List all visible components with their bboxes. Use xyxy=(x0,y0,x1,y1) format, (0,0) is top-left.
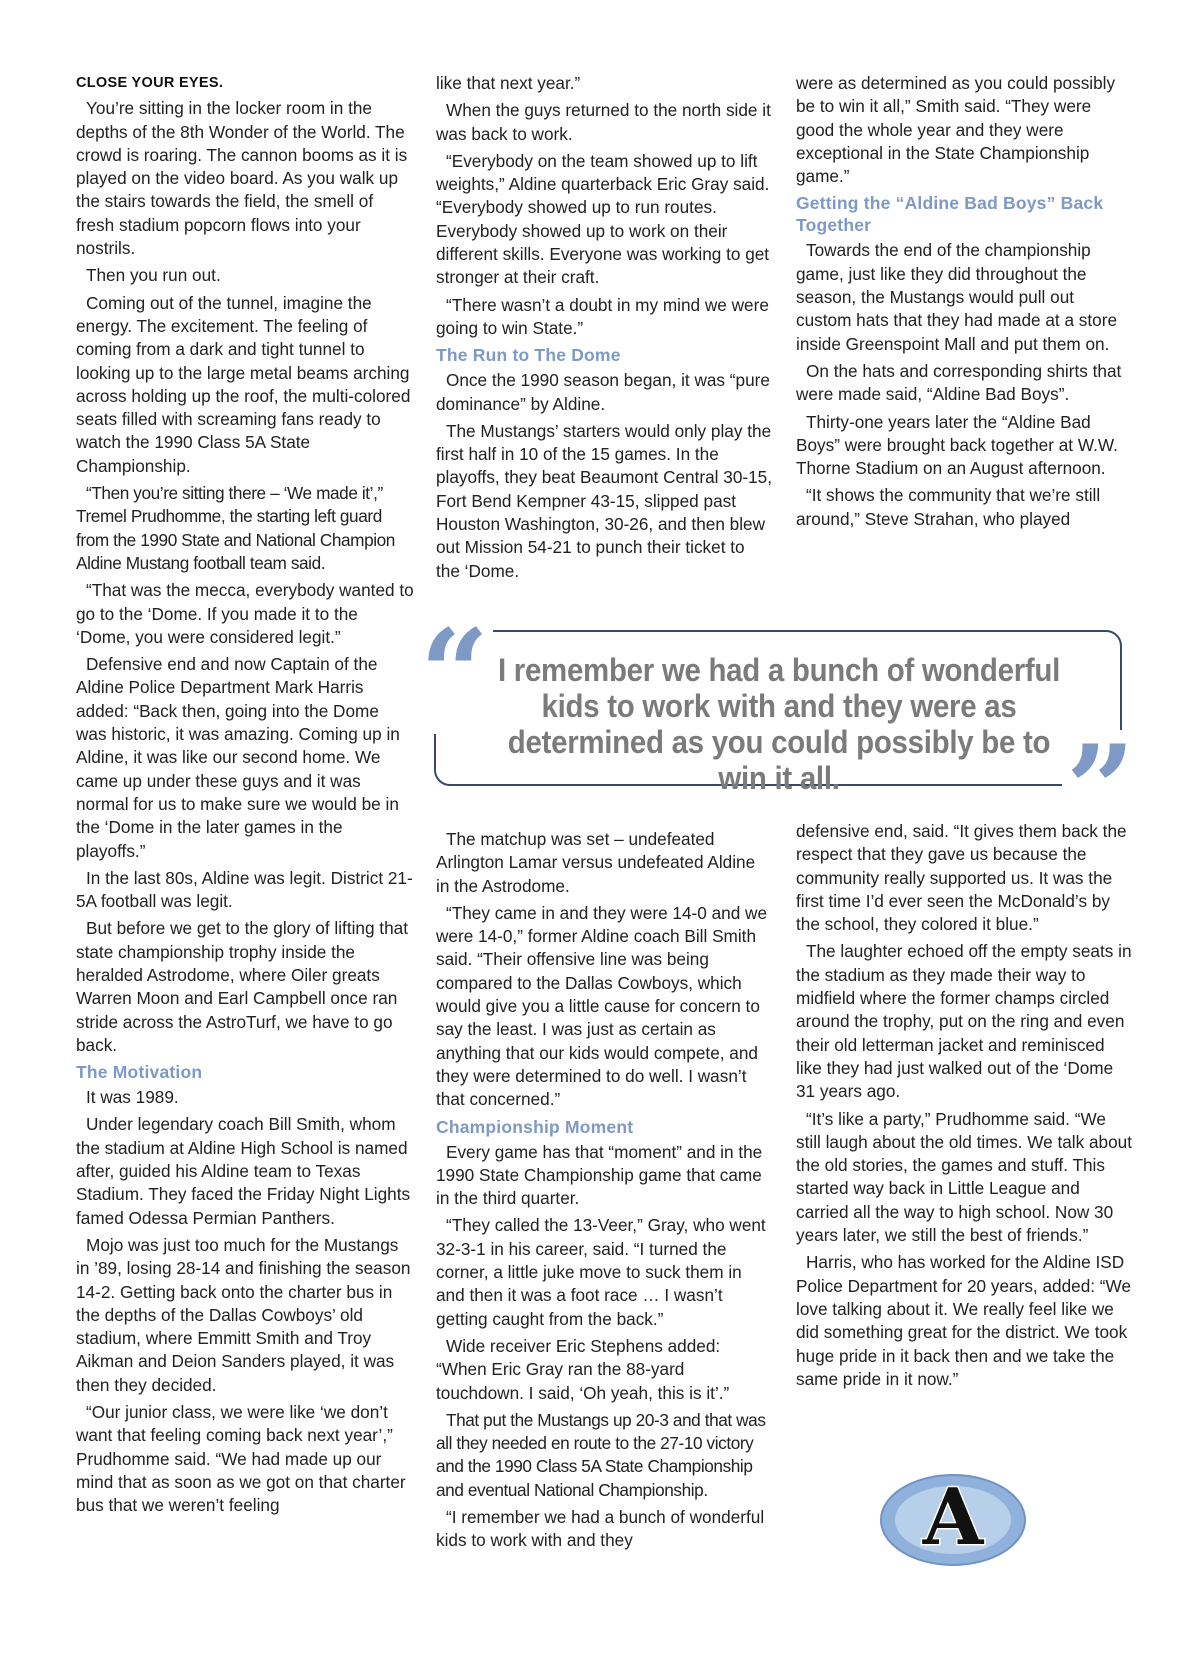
aldine-logo xyxy=(878,1472,1028,1568)
paragraph: Coming out of the tunnel, imagine the energy. The excitement. The feeling of coming from a dark and tight tunnel to looking up to the large metal beams arching across holding up the roof, the multi-colored seats filled with screaming fans ready to watch the 1990 Class 5A State Championship. xyxy=(76,292,411,476)
paragraph: Thirty-one years later the “Aldine Bad Boys” were brought back together at W.W. Thorne Stadium on an August afternoon. xyxy=(796,411,1118,479)
paragraph: “It shows the community that we’re still around,” Steve Strahan, who played xyxy=(796,485,1101,529)
paragraph: “Then you’re sitting there – ‘We made it’,” Tremel Prudhomme, the starting left guard from the 1990 State and National Champion Aldine Mustang football team said. xyxy=(76,483,395,573)
paragraph: “I remember we had a bunch of wonderful kids to work with and they xyxy=(436,1507,765,1551)
pull-quote-text: I remember we had a bunch of wonderful kids to work with and they were as determined as you could possibly be to win it all. xyxy=(497,652,1061,796)
paragraph: Wide receiver Eric Stephens added: “When Eric Gray ran the 88-yard touchdown. I said, ‘Oh yeah, this is it’.” xyxy=(436,1335,730,1403)
paragraph: When the guys returned to the north side it was back to work. xyxy=(436,100,771,144)
paragraph: “They called the 13-Veer,” Gray, who went 32-3-1 in his career, said. “I turned the corner, a little juke move to suck them in and then it was a foot race … I wasn’t getting caught from the back.” xyxy=(436,1215,766,1329)
paragraph: “Our junior class, we were like ‘we don’t want that feeling coming back next year’,” Prudhomme said. “We had made up our mind that as soon as we got on that charter bus that we weren’t feeling xyxy=(76,1402,406,1516)
paragraph: Defensive end and now Captain of the Aldine Police Department Mark Harris added: “Back then, going into the Dome was historic, it was amazing. Coming up in Aldine, it was like our second home. We came up under these guys and it was normal for us to make sure we would be in the ‘Dome in the later games in the playoffs.” xyxy=(76,654,400,861)
section-heading-championship-moment: Championship Moment xyxy=(436,1116,634,1137)
paragraph: Harris, who has worked for the Aldine ISD Police Department for 20 years, added: “We love talking about it. We really feel like we did something great for the district. We took huge pride in it back then and we take the same pride in it now.” xyxy=(796,1252,1132,1389)
paragraph: defensive end, said. “It gives them back the respect that they gave us because the community really supported us. It was the first time I’d ever seen the McDonald’s by the school, they colored it blue.” xyxy=(796,821,1127,935)
logo-letter: A xyxy=(922,1472,984,1563)
article-column-1 xyxy=(76,72,414,1522)
article-column-3 xyxy=(796,72,1134,535)
paragraph: It was 1989. xyxy=(86,1087,179,1108)
open-quote-icon: “ xyxy=(416,614,493,734)
aldine-a-logo-icon xyxy=(878,1472,1028,1568)
paragraph: Under legendary coach Bill Smith, whom the stadium at Aldine High School is named after, guided his Aldine team to Texas Stadium. They faced the Friday Night Lights famed Odessa Permian Panthers. xyxy=(76,1114,411,1228)
paragraph: The laughter echoed off the empty seats in the stadium as they made their way to midfield where the former champs circled around the trophy, put on the ring and even their old letterman jacket and reminisced like they had just walked out of the ‘Dome 31 years ago. xyxy=(796,941,1132,1102)
article-lead-heading: CLOSE YOUR EYES. xyxy=(76,75,224,91)
paragraph: Every game has that “moment” and in the 1990 State Championship game that came in the third quarter. xyxy=(436,1141,763,1209)
paragraph: On the hats and corresponding shirts that were made said, “Aldine Bad Boys”. xyxy=(796,360,1122,405)
paragraph: In the last 80s, Aldine was legit. District 21-5A football was legit. xyxy=(76,867,413,912)
paragraph: The matchup was set – undefeated Arlington Lamar versus undefeated Aldine in the Astrodome. xyxy=(436,829,756,896)
article-column-5 xyxy=(796,820,1134,1395)
paragraph: “That was the mecca, everybody wanted to go to the ‘Dome. If you made it to the ‘Dome, you were considered legit.” xyxy=(76,580,414,647)
paragraph: Once the 1990 season began, it was “pure dominance” by Aldine. xyxy=(436,370,770,414)
close-quote-icon: ” xyxy=(1062,730,1139,850)
paragraph: were as determined as you could possibly be to win it all,” Smith said. “They were good the whole year and they were exceptional in the State Championship game.” xyxy=(796,73,1116,187)
paragraph: “There wasn’t a doubt in my mind we were going to win State.” xyxy=(436,294,769,338)
paragraph: “It’s like a party,” Prudhomme said. “We still laugh about the old times. We talk about the old stories, the games and stuff. This started way back in Little League and carried all the way to high school. Now 30 years later, we still the best of friends.” xyxy=(796,1108,1132,1246)
section-heading-run-to-dome: The Run to The Dome xyxy=(436,345,621,366)
section-heading-motivation: The Motivation xyxy=(76,1062,203,1083)
paragraph: You’re sitting in the locker room in the depths of the 8th Wonder of the World. The crowd is roaring. The cannon booms as it is played on the video board. As you walk up the stairs towards the field, the smell of fresh stadium popcorn flows into your nostrils. xyxy=(76,98,408,259)
article-column-2 xyxy=(436,72,772,587)
section-heading-bad-boys: Getting the “Aldine Bad Boys” Back Together xyxy=(796,193,1104,236)
paragraph: “They came in and they were 14-0 and we were 14-0,” former Aldine coach Bill Smith said. “Their offensive line was being compared to the Dallas Cowboys, which would give you a little cause for concern to say the least. I was just as certain as anything that our kids would compete, and they were determined to do well. I wasn’t that concerned.” xyxy=(436,902,768,1110)
pull-quote xyxy=(420,603,1136,860)
article-column-4 xyxy=(436,828,772,1557)
paragraph: like that next year.” xyxy=(436,73,581,93)
paragraph: That put the Mustangs up 20-3 and that was all they needed en route to the 27-10 victory and the 1990 Class 5A State Championship and eventual National Championship. xyxy=(436,1409,766,1500)
paragraph: The Mustangs’ starters would only play the first half in 10 of the 15 games. In the playoffs, they beat Beaumont Central 30-15, Fort Bend Kempner 43-15, slipped past Houston Washington, 30-26, and then blew out Mission 54-21 to punch their ticket to the ‘Dome. xyxy=(436,420,773,581)
paragraph: Mojo was just too much for the Mustangs in ’89, losing 28-14 and finishing the season 14-2. Getting back onto the charter bus in the depths of the Dallas Cowboys’ old stadium, where Emmitt Smith and Troy Aikman and Deion Sanders played, it was then they decided. xyxy=(76,1234,411,1395)
paragraph: “Everybody on the team showed up to lift weights,” Aldine quarterback Eric Gray said. “Everybody showed up to run routes. Everybody showed up to work on their different skills. Everyone was working to get stronger at their craft. xyxy=(436,150,770,288)
paragraph: Towards the end of the championship game, just like they did throughout the season, the Mustangs would pull out custom hats that they had made at a store inside Greenspoint Mall and put them on. xyxy=(796,240,1118,354)
paragraph: But before we get to the glory of lifting that state championship trophy inside the heralded Astrodome, where Oiler greats Warren Moon and Earl Campbell once ran stride across the AstroTurf, we have to go back. xyxy=(76,918,408,1055)
paragraph: Then you run out. xyxy=(86,265,221,286)
